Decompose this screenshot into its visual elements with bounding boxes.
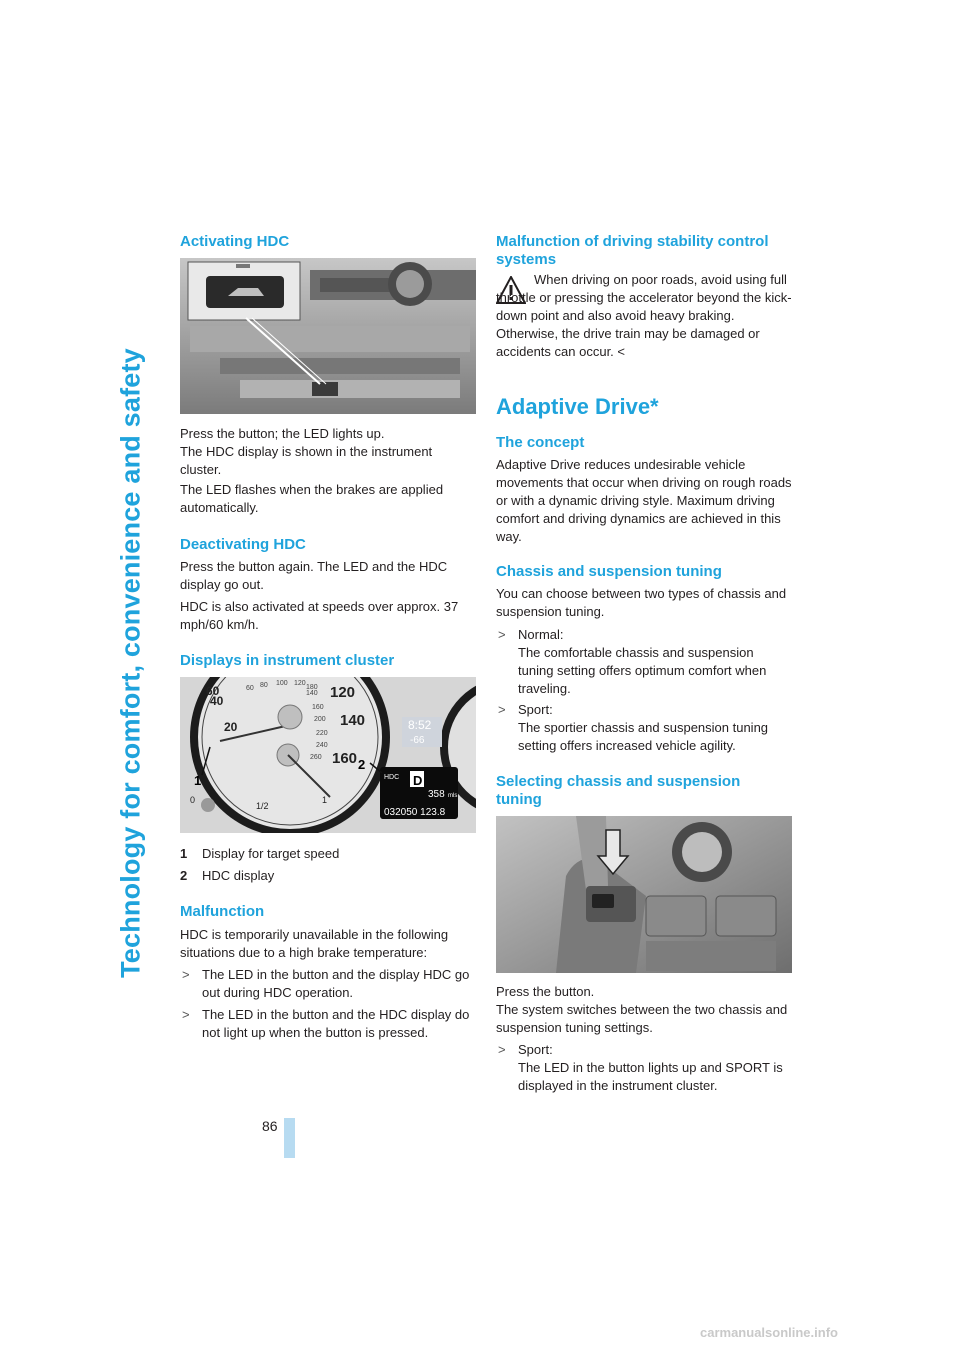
instrument-cluster-illustration (180, 677, 476, 833)
bullet-marker: > (182, 1007, 190, 1022)
tuning-bullet-normal (496, 626, 792, 698)
malfunction-bullet (180, 966, 476, 1002)
kmh-label-100: 100 (276, 680, 288, 687)
legend-text: Display for target speed (202, 846, 340, 861)
heading-deactivating-hdc: Deactivating HDC (180, 536, 306, 553)
bullet-text: The LED in the button and the HDC display do not light up when the button is pressed. (202, 1007, 470, 1040)
clock-readout: 8:52 (408, 718, 432, 732)
page-number: 86 (262, 1118, 278, 1134)
bullet-text: The LED in the button and the display HDC go out during HDC operation. (202, 967, 470, 1000)
activating-para-2: The LED flashes when the brakes are applied automatically. (180, 482, 444, 515)
heading-activating-hdc: Activating HDC (180, 233, 290, 250)
page-number-bar (284, 1118, 295, 1158)
tuning-bullet-sport (496, 701, 792, 755)
heading-selecting-tuning: Selecting chassis and suspension tuning (496, 773, 741, 808)
temperature-readout: -66 (410, 735, 425, 746)
kmh-label-180: 180 (306, 684, 318, 691)
kmh-label-120: 120 (294, 680, 306, 687)
fuel-label-full: 1 (322, 795, 328, 805)
bullet-marker: > (498, 627, 506, 642)
kmh-label-60: 60 (246, 685, 254, 692)
bullet-marker: > (498, 1042, 506, 1057)
legend-number: 1 (180, 846, 188, 861)
kmh-label-140: 140 (306, 690, 318, 697)
legend-number: 2 (180, 868, 188, 883)
bullet-text: The LED in the button lights up and SPORT is displayed in the instrument cluster. (518, 1060, 783, 1093)
instrument-cluster-photo (180, 677, 476, 833)
kmh-label-200: 200 (314, 716, 326, 723)
heading-adaptive-drive: Adaptive Drive* (496, 394, 659, 419)
speed-label-left-2: 40 (210, 694, 224, 708)
fuel-label-half: 1/2 (256, 801, 269, 811)
tuning-para: You can choose between two types of chassis and suspension tuning. (496, 586, 787, 619)
callout-2: 2 (358, 757, 366, 772)
odometer-readout: 032050 123.8 (384, 807, 446, 818)
heading-chassis-suspension-tuning: Chassis and suspension tuning (496, 563, 722, 580)
bullet-marker: > (498, 702, 506, 717)
bullet-text: The comfortable chassis and suspension tuning setting offers optimum comfort when traveling. (518, 645, 767, 696)
kmh-label-160: 160 (312, 704, 324, 711)
chapter-side-title (101, 228, 161, 1098)
console-button-photo (496, 816, 792, 973)
selecting-bullet-sport (496, 1041, 792, 1095)
legend-text: HDC display (202, 868, 275, 883)
deactivating-para-2: HDC is also activated at speeds over approx. 37 mph/60 km/h. (180, 599, 459, 632)
fuel-label-empty: 0 (190, 795, 196, 805)
malfunction-bullet (180, 1006, 476, 1042)
bullet-title: Sport: (518, 702, 553, 717)
callout-1: 1 (194, 773, 202, 788)
gear-readout: D (413, 773, 423, 788)
bullet-marker: > (182, 967, 190, 982)
stability-warning-end-mark: < (617, 344, 626, 359)
activating-para-1: Press the button; the LED lights up. The HDC display is shown in the instrument cluster. (180, 426, 433, 477)
heading-displays-instrument-cluster: Displays in instrument cluster (180, 652, 395, 669)
heading-malfunction: Malfunction (180, 903, 265, 920)
concept-para: Adaptive Drive reduces undesirable vehicle movements that occur when driving on rough roads or with a dynamic driving style. Maximum driving comfort and driving dynamics are achieved in this way. (496, 457, 792, 544)
hdc-button-illustration (180, 258, 476, 414)
stability-warning-text (496, 271, 792, 361)
hdc-indicator-label: HDC (384, 774, 400, 781)
chapter-side-title-text: Technology for comfort, convenience and safety (115, 348, 146, 978)
bullet-title: Sport: (518, 1042, 553, 1057)
hdc-button-photo (180, 258, 476, 414)
deactivating-para-1: Press the button again. The LED and the HDC display go out. (180, 559, 448, 592)
speed-label-right-1: 120 (330, 684, 356, 701)
selecting-para: Press the button. The system switches between the two chassis and suspension tuning settings. (496, 984, 788, 1035)
speed-label-left-1: 20 (224, 720, 238, 734)
malfunction-para-1: HDC is temporarily unavailable in the following situations due to a high brake temperature: (180, 927, 449, 960)
kmh-label-80: 80 (260, 682, 268, 689)
kmh-label-240: 240 (316, 742, 328, 749)
legend-item (180, 867, 274, 885)
speed-label-left-3: 60 (206, 684, 220, 698)
stability-warning-body: When driving on poor roads, avoid using full throttle or pressing the accelerator beyond the kick-down point and also avoid heavy braking. Otherwise, the drive train may be damaged or accidents can occur. (496, 272, 792, 359)
kmh-label-220: 220 (316, 730, 328, 737)
range-readout: 358 (428, 789, 445, 800)
bullet-text: The sportier chassis and suspension tuning setting offers increased vehicle agility. (518, 720, 769, 753)
speed-label-right-3: 160 (332, 750, 358, 767)
heading-the-concept: The concept (496, 434, 585, 451)
console-button-illustration (496, 816, 792, 973)
bullet-title: Normal: (518, 627, 564, 642)
footer-watermark: carmanualsonline.info (700, 1325, 838, 1340)
legend-item (180, 845, 339, 863)
kmh-label-260: 260 (310, 754, 322, 761)
heading-malfunction-stability: Malfunction of driving stability control systems (496, 233, 769, 268)
range-unit: mls (448, 793, 458, 799)
speed-label-right-2: 140 (340, 712, 366, 729)
